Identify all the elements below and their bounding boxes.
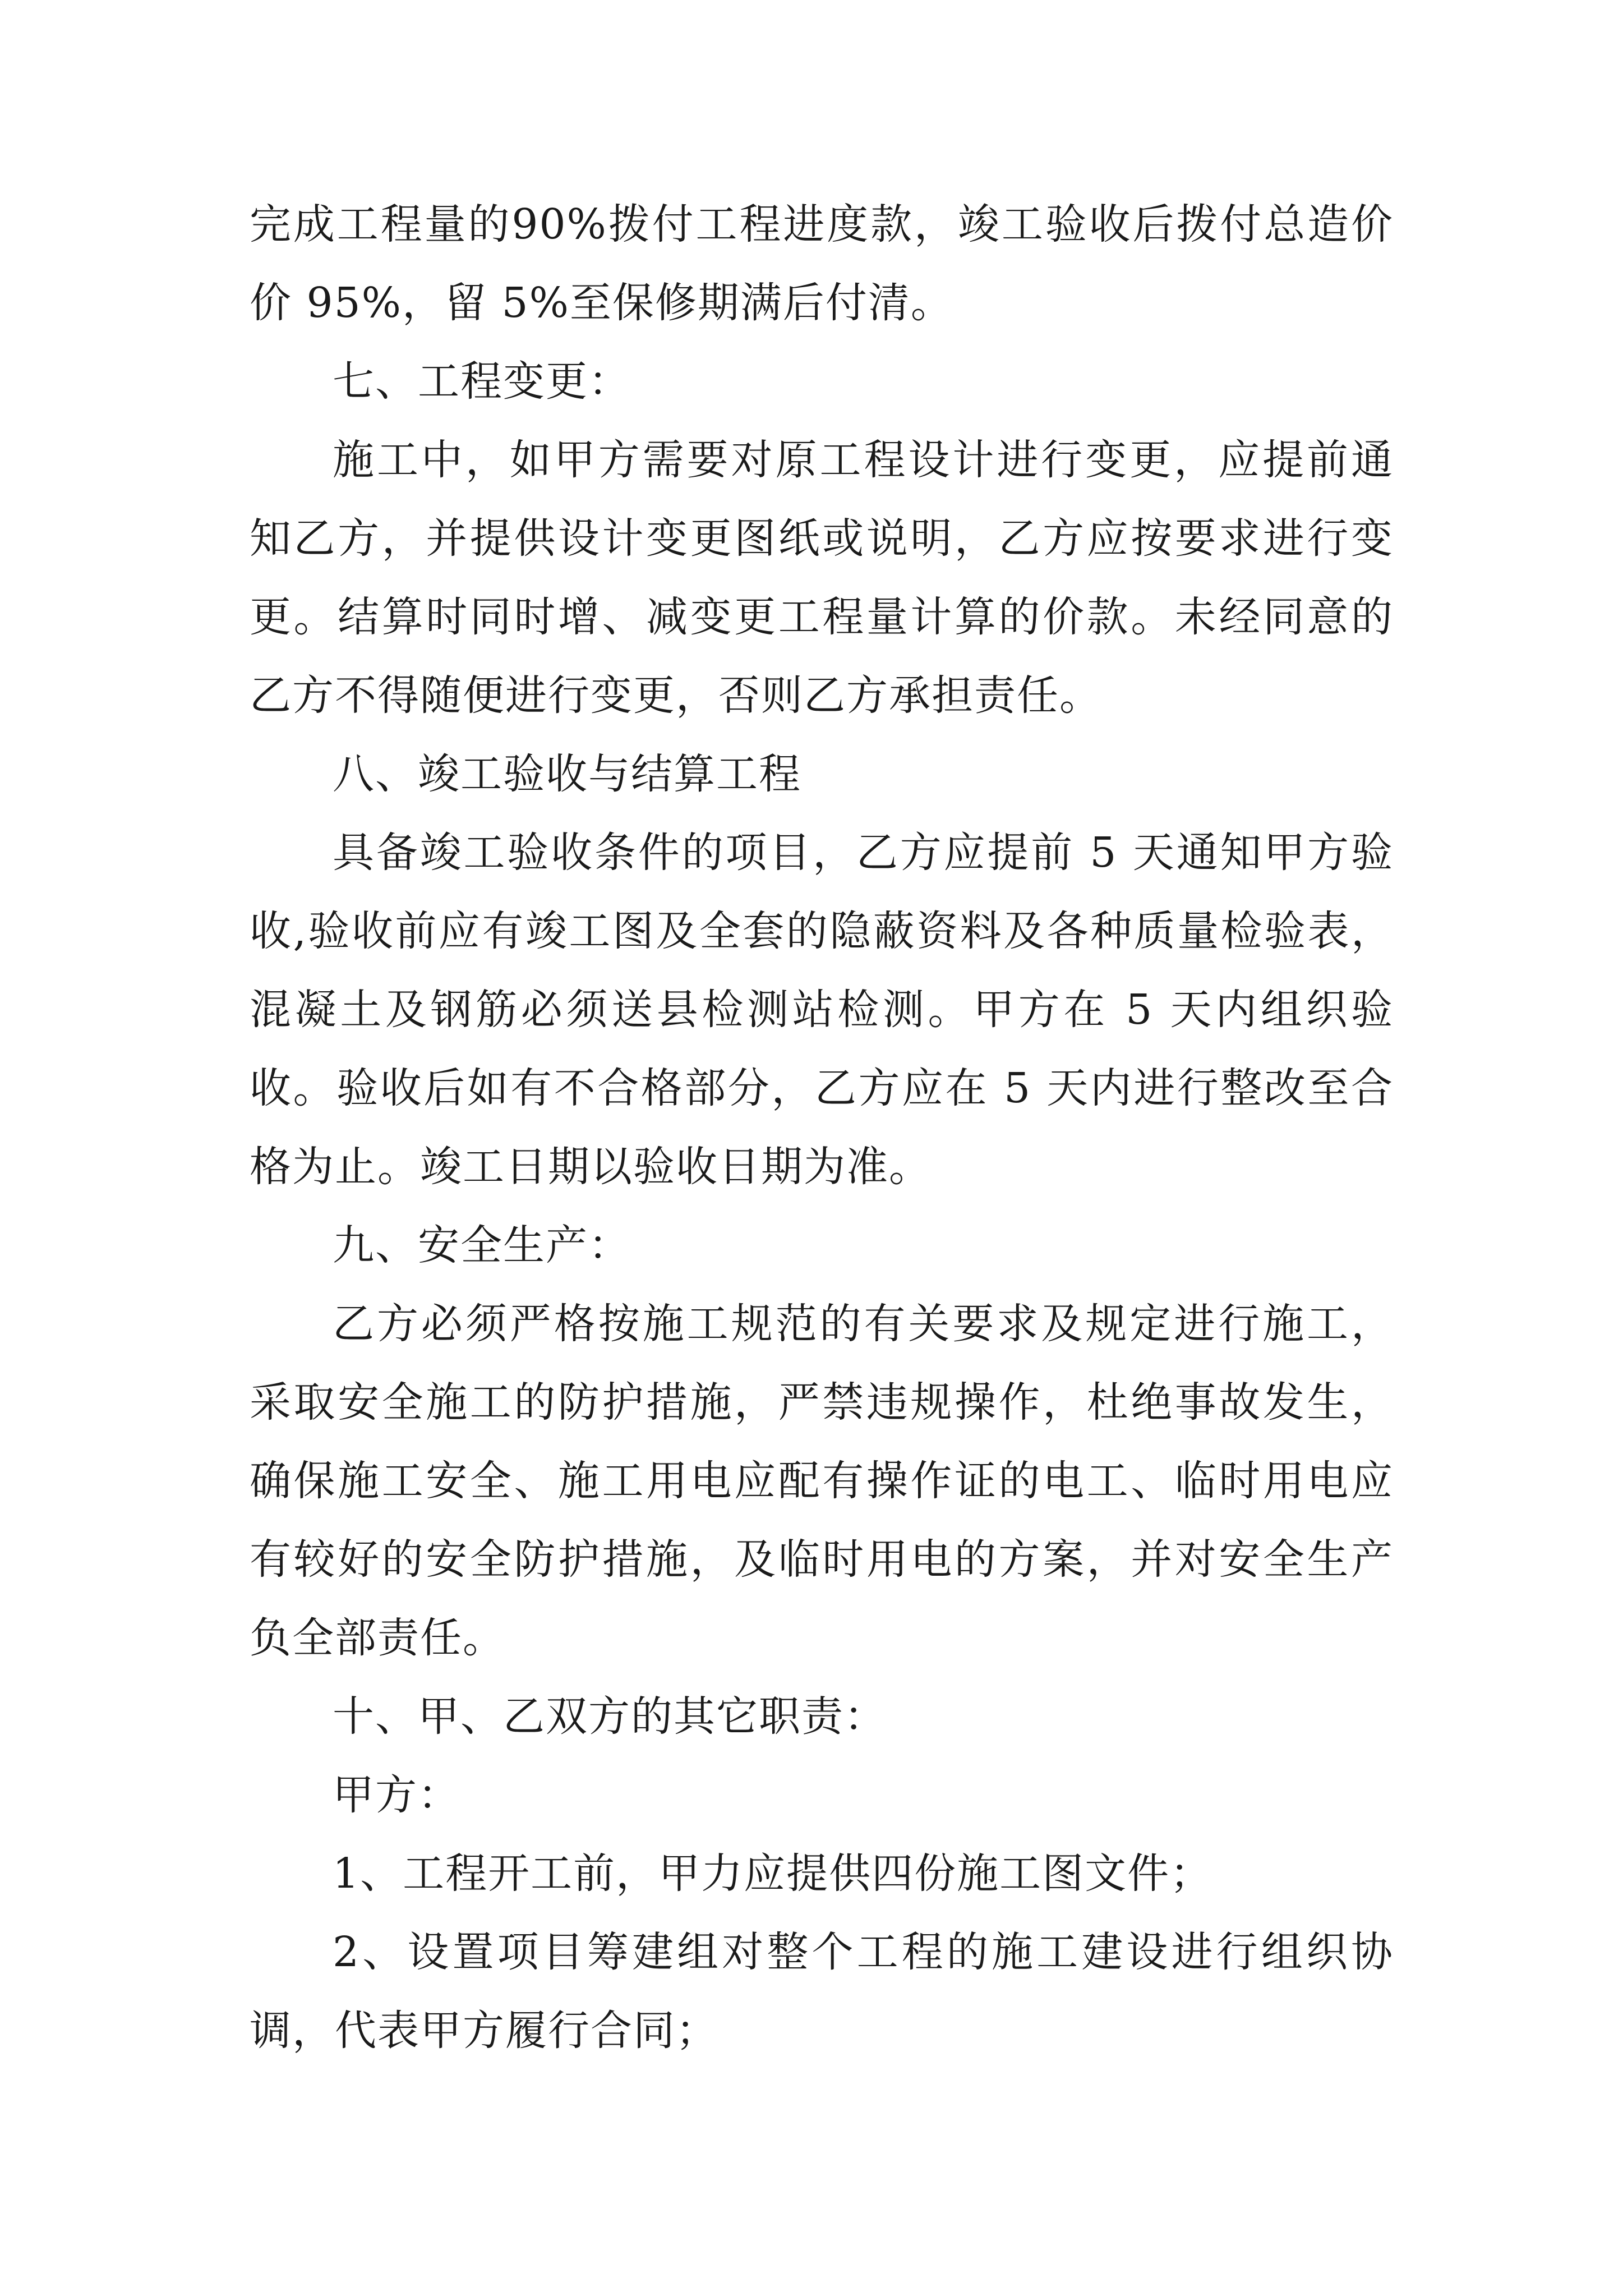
section-heading-acceptance: 八、竣工验收与结算工程 — [333, 750, 801, 798]
payment-terms-paragraph: 完成工程量的90%拨付工程进度款，竣工验收后拨付总造价价 95%，留 5%至保修期满后付清。 — [250, 200, 1394, 327]
section-heading-safety: 九、安全生产： — [333, 1221, 631, 1269]
party-a-label: 甲方： — [333, 1771, 460, 1819]
party-a-duty-2: 2、设置项目筹建组对整个工程的施工建设进行组织协调，代表甲方履行合同； — [250, 1928, 1394, 2055]
acceptance-terms-paragraph: 具备竣工验收条件的项目，乙方应提前 5 天通知甲方验收,验收前应有竣工图及全套的隐蔽资料及各种质量检验表，混凝土及钢筋必须送县检测站检测。甲方在 5 天内组织验收。验收后如有不合格部分，乙方应在 5 天内进行整改至合格为止。竣工日期以验收日期为准。 — [250, 829, 1394, 1191]
change-terms-paragraph: 施工中，如甲方需要对原工程设计进行变更，应提前通知乙方，并提供设计变更图纸或说明，乙方应按要求进行变更。结算时同时增、减变更工程量计算的价款。未经同意的乙方不得随便进行变更，否则乙方承担责任。 — [250, 436, 1394, 720]
section-heading-duties: 十、甲、乙双方的其它职责： — [333, 1692, 887, 1741]
section-heading-change: 七、工程变更： — [333, 357, 631, 406]
contract-body — [250, 185, 1394, 2070]
safety-terms-paragraph: 乙方必须严格按施工规范的有关要求及规定进行施工，采取安全施工的防护措施，严禁违规操作，杜绝事故发生，确保施工安全、施工用电应配有操作证的电工、临时用电应有较好的安全防护措施，及临时用电的方案，并对安全生产负全部责任。 — [250, 1300, 1394, 1662]
party-a-duty-1: 1、工程开工前，甲力应提供四份施工图文件； — [333, 1849, 1213, 1898]
